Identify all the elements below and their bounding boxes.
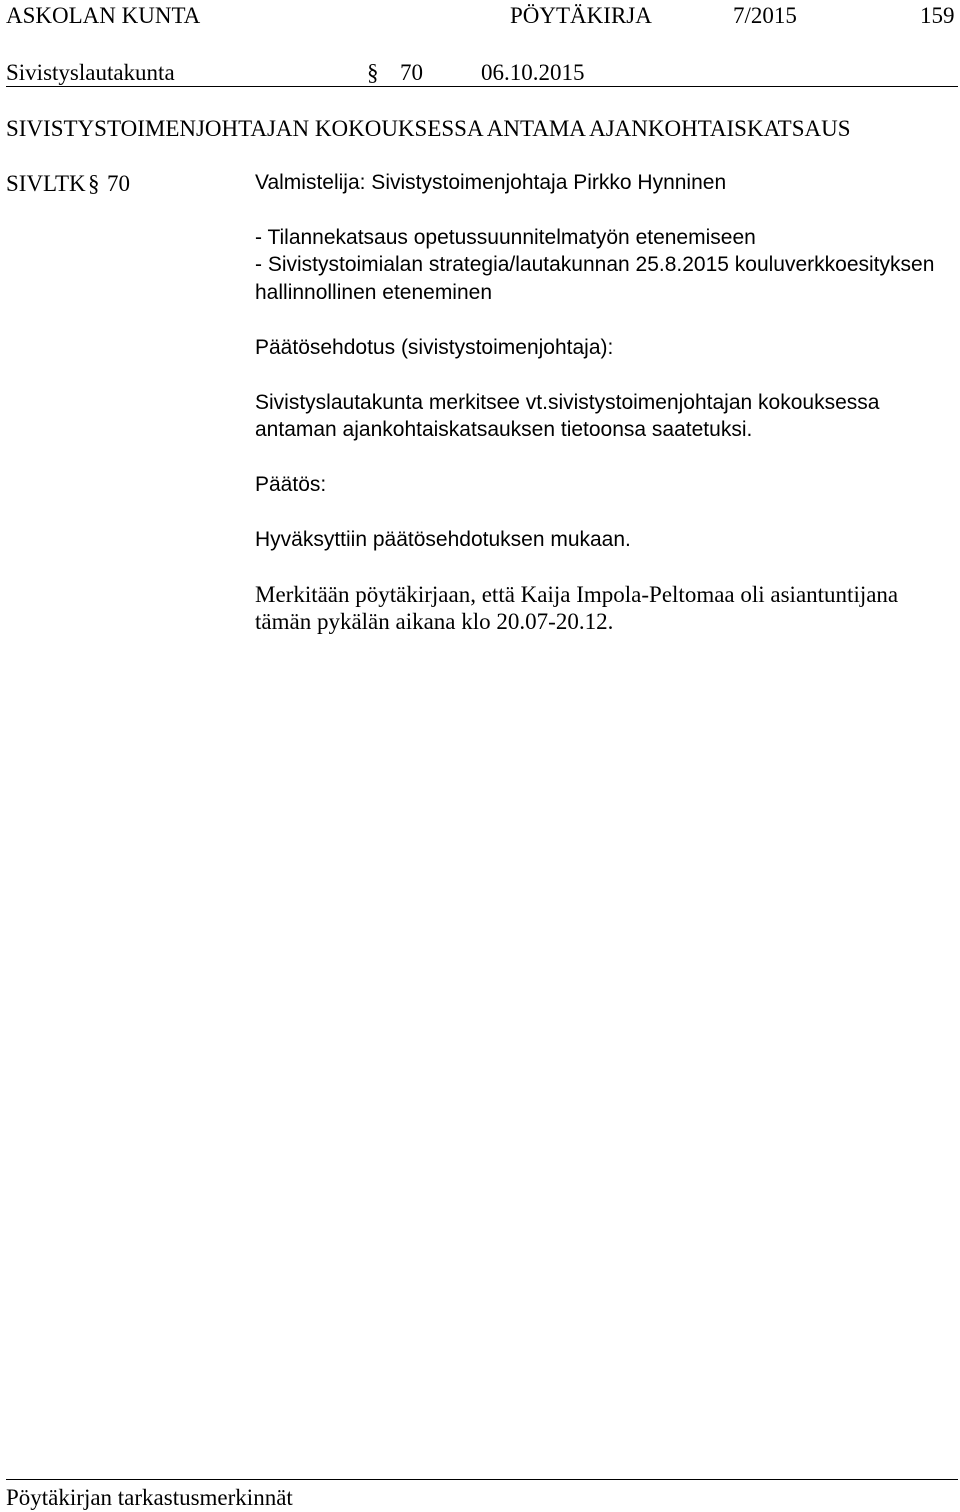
document-type: PÖYTÄKIRJA [510,3,652,28]
topic-line: - Sivistystoimialan strategia/lautakunnan 25.8.2015 kouluverkkoesityksen [255,253,935,276]
proposal-text: Sivistyslautakunta merkitsee vt.sivistystoimenjohtajan kokouksessa [255,391,880,414]
meeting-date: 06.10.2015 [481,60,585,85]
header-divider [6,86,958,87]
item-section-symbol: § [88,171,100,196]
preparer-line: Valmistelija: Sivistystoimenjohtaja Pirkko Hynninen [255,171,727,194]
page-number: 159 [920,3,955,28]
proposal-text: antaman ajankohtaiskatsauksen tietoonsa saatetuksi. [255,418,753,441]
footer-label: Pöytäkirjan tarkastusmerkinnät [6,1485,293,1510]
municipality-name: ASKOLAN KUNTA [6,3,201,28]
document-number: 7/2015 [733,3,797,28]
item-code: SIVLTK [6,171,86,196]
section-number: 70 [400,60,423,85]
footer-divider [6,1479,958,1480]
section-symbol: § [367,60,379,85]
note-text: tämän pykälän aikana klo 20.07-20.12. [255,609,614,634]
item-number: 70 [107,171,130,196]
note-text: Merkitään pöytäkirjaan, että Kaija Impola-Peltomaa oli asiantuntijana [255,582,899,607]
decision-text: Hyväksyttiin päätösehdotuksen mukaan. [255,528,631,551]
page-title: SIVISTYSTOIMENJOHTAJAN KOKOUKSESSA ANTAMA AJANKOHTAISKATSAUS [6,116,851,141]
decision-heading: Päätös: [255,473,327,496]
topic-line: hallinnollinen eteneminen [255,281,493,304]
proposal-heading: Päätösehdotus (sivistystoimenjohtaja): [255,336,614,359]
topic-line: - Tilannekatsaus opetussuunnitelmatyön etenemiseen [255,226,756,249]
committee-name: Sivistyslautakunta [6,60,175,85]
